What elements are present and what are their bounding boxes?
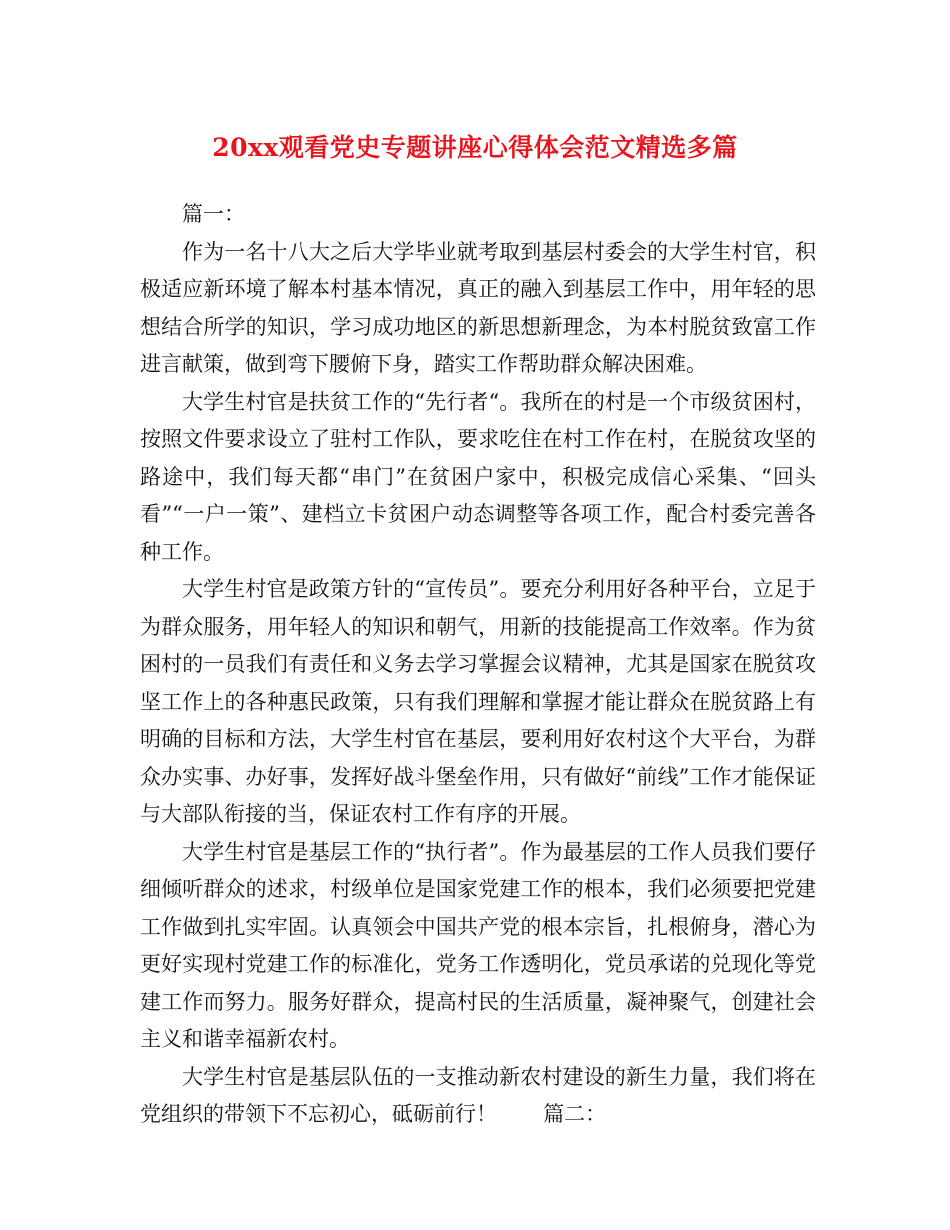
paragraph-3: 大学生村官是政策方针的“宣传员”。要充分利用好各种平台，立足于为群众服务，用年轻人的知识和朝气，用新的技能提高工作效率。作为贫困村的一员我们有责任和义务去学习掌握会议精神，尤其是国家在脱贫攻坚工作上的各种惠民政策，只有我们理解和掌握才能让群众在脱贫路上有明确的目标和方法，大学生村官在基层，要利用好农村这个大平台，为群众办实事、办好事，发挥好战斗堡垒作用，只有做好“前线”工作才能保证与大部队衔接的当，保证农村工作有序的开展。	[140, 577, 816, 826]
document-body	[140, 196, 816, 1134]
document-title: 20xx观看党史专题讲座心得体会范文精选多篇	[212, 133, 738, 162]
section-heading-2: 篇二：	[543, 1102, 607, 1126]
section-heading-1: 篇一：	[182, 202, 245, 226]
paragraph-5	[140, 1059, 816, 1134]
paragraph-5-text: 大学生村官是基层队伍的一支推动新农村建设的新生力量，我们将在党组织的带领下不忘初心，砥砺前行！	[140, 1064, 816, 1126]
paragraph-2: 大学生村官是扶贫工作的“先行者“。我所在的村是一个市级贫困村，按照文件要求设立了驻村工作队，要求吃住在村工作在村，在脱贫攻坚的路途中，我们每天都“串门”在贫困户家中，积极完成信心采集、“回头看”“一户一策”、建档立卡贫困户动态调整等各项工作，配合村委完善各种工作。	[140, 389, 816, 564]
paragraph-1: 作为一名十八大之后大学毕业就考取到基层村委会的大学生村官，积极适应新环境了解本村基本情况，真正的融入到基层工作中，用年轻的思想结合所学的知识，学习成功地区的新思想新理念，为本村脱贫致富工作进言献策，做到弯下腰俯下身，踏实工作帮助群众解决困难。	[140, 239, 816, 376]
paragraph-4: 大学生村官是基层工作的“执行者”。作为最基层的工作人员我们要仔细倾听群众的述求，村级单位是国家党建工作的根本，我们必须要把党建工作做到扎实牢固。认真领会中国共产党的根本宗旨，扎根俯身，潜心为更好实现村党建工作的标准化，党务工作透明化，党员承诺的兑现化等党建工作而努力。服务好群众，提高村民的生活质量，凝神聚气，创建社会主义和谐幸福新农村。	[140, 839, 816, 1051]
